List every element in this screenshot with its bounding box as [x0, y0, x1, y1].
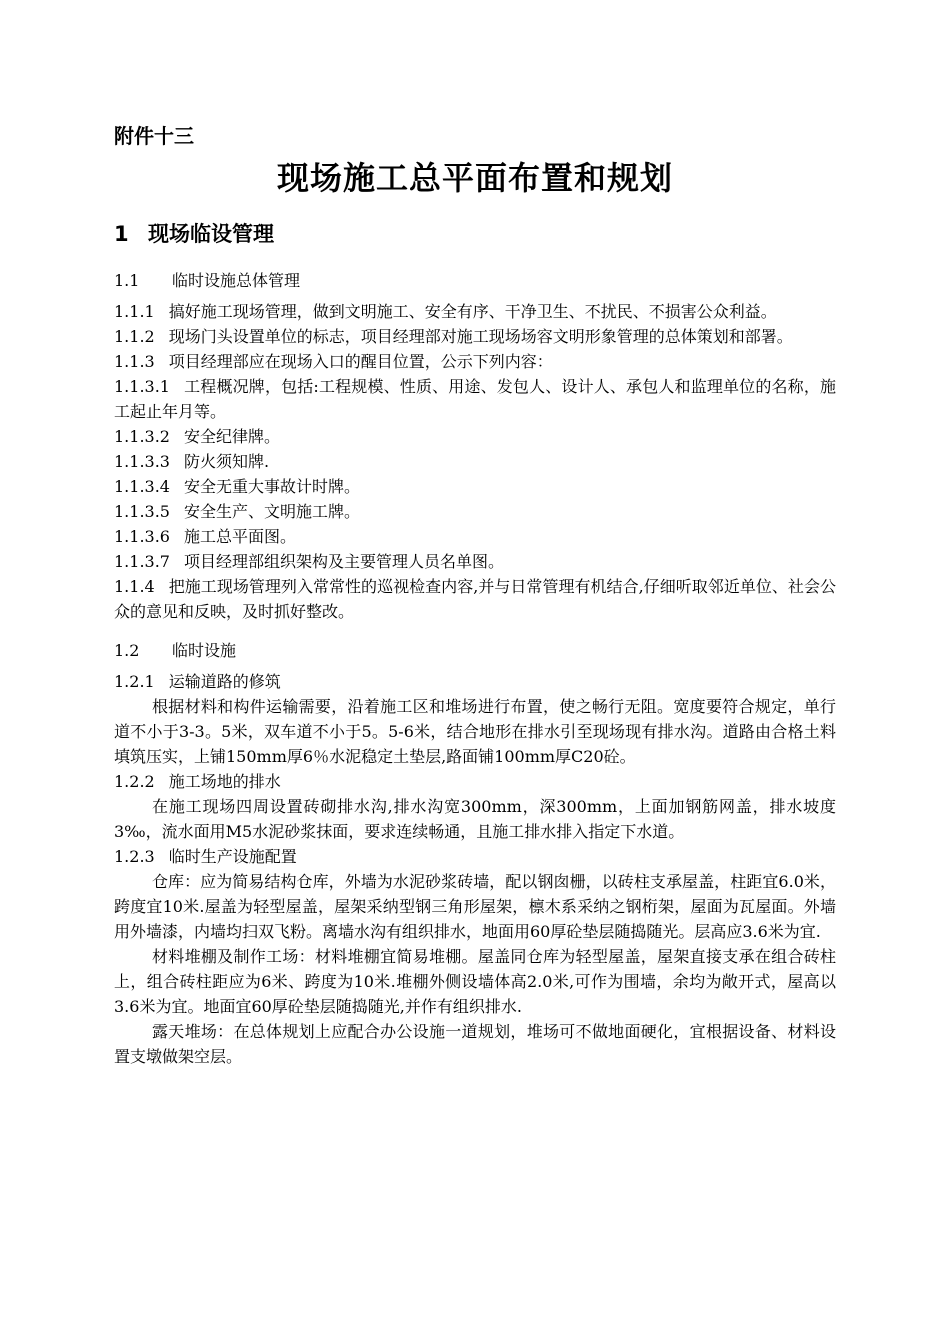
clause-1-1-3-3 — [114, 449, 836, 474]
clause-number: 1.1.3.1 — [114, 377, 170, 396]
subsection-1-2-2-heading — [114, 769, 836, 794]
clause-1-1-2 — [114, 324, 836, 349]
paragraph: 在施工现场四周设置砖砌排水沟,排水沟宽300mm，深300mm，上面加钢筋网盖，排水坡度3‰，流水面用M5水泥砂浆抹面，要求连续畅通，且施工排水排入指定下水道。 — [114, 797, 836, 841]
clause-1-1-1 — [114, 299, 836, 324]
clause-text: 项目经理部组织架构及主要管理人员名单图。 — [183, 552, 504, 571]
section-number: 1 — [114, 222, 129, 246]
clause-text: 现场门头设置单位的标志，项目经理部对施工现场场容文明形象管理的总体策划和部署。 — [168, 327, 793, 346]
annex-label: 附件十三 — [114, 124, 194, 148]
clause-number: 1.1.3.4 — [114, 477, 170, 496]
clause-1-1-3-5 — [114, 499, 836, 524]
clause-text: 项目经理部应在现场入口的醒目位置，公示下列内容： — [168, 352, 553, 371]
clause-number: 1.1.3 — [114, 352, 155, 371]
clause-1-1-3-2 — [114, 424, 836, 449]
clause-1-1-3-1 — [114, 374, 836, 424]
subsection-title: 运输道路的修筑 — [168, 672, 281, 691]
subsection-title: 施工场地的排水 — [168, 772, 281, 791]
clause-number: 1.1.3.3 — [114, 452, 170, 471]
clause-number: 1.1.3.6 — [114, 527, 170, 546]
clause-text: 安全生产、文明施工牌。 — [183, 502, 360, 521]
section-title: 现场临设管理 — [148, 222, 274, 246]
clause-1-1-3-7 — [114, 549, 836, 574]
section-number: 1.2 — [114, 641, 140, 660]
clause-number: 1.1.2 — [114, 327, 155, 346]
clause-number: 1.1.3.5 — [114, 502, 170, 521]
document-title: 现场施工总平面布置和规划 — [276, 159, 673, 197]
section-number: 1.1 — [114, 271, 140, 290]
clause-1-1-3-6 — [114, 524, 836, 549]
clause-1-1-3 — [114, 349, 836, 374]
paragraph: 根据材料和构件运输需要，沿着施工区和堆场进行布置，使之畅行无阻。宽度要符合规定，单行道不小于3-3。5米，双车道不小于5。5-6米，结合地形在排水引至现场现有排水沟。道路由合格土料填筑压实，上铺150mm厚6％水泥稳定土垫层,路面铺100mm厚C20砼。 — [114, 697, 836, 766]
clause-1-1-4 — [114, 574, 836, 624]
clause-text: 工程概况牌，包括:工程规模、性质、用途、发包人、设计人、承包人和监理单位的名称，施工起止年月等。 — [114, 377, 836, 421]
subsection-number: 1.2.3 — [114, 847, 155, 866]
clause-text: 防火须知牌. — [183, 452, 270, 471]
section-title: 临时设施 — [172, 641, 237, 660]
clause-text: 施工总平面图。 — [183, 527, 296, 546]
clause-text: 安全无重大事故计时牌。 — [183, 477, 360, 496]
clause-number: 1.1.1 — [114, 302, 155, 321]
clause-text: 安全纪律牌。 — [183, 427, 280, 446]
section-1-heading — [114, 218, 836, 250]
subsection-1-2-1-heading — [114, 669, 836, 694]
clause-number: 1.1.3.7 — [114, 552, 170, 571]
paragraph-warehouse: 仓库：应为简易结构仓库，外墙为水泥砂浆砖墙，配以钢囱栅，以砖柱支承屋盖，柱距宜6.0米，跨度宜10米.屋盖为轻型屋盖，屋架采纳型钢三角形屋架，檩木系采纳之钢桁架，屋面为瓦屋面。外墙用外墙漆，内墙均扫双飞粉。离墙水沟有组织排水，地面用60厚砼垫层随捣随光。层高应3.6米为宜. — [114, 872, 836, 941]
section-title: 临时设施总体管理 — [172, 271, 301, 290]
clause-text: 把施工现场管理列入常常性的巡视检查内容,并与日常管理有机结合,仔细听取邻近单位、社会公众的意见和反映，及时抓好整改。 — [114, 577, 836, 621]
clause-number: 1.1.4 — [114, 577, 155, 596]
subsection-title: 临时生产设施配置 — [168, 847, 297, 866]
clause-1-1-3-4 — [114, 474, 836, 499]
subsection-number: 1.2.2 — [114, 772, 155, 791]
clause-text: 搞好施工现场管理，做到文明施工、安全有序、干净卫生、不扰民、不损害公众利益。 — [168, 302, 777, 321]
section-1-1-heading — [114, 268, 836, 293]
section-1-2-heading — [114, 638, 836, 663]
paragraph-open-storage: 露天堆场：在总体规划上应配合办公设施一道规划，堆场可不做地面硬化，宜根据设备、材料设置支墩做架空层。 — [114, 1022, 836, 1066]
subsection-1-2-3-heading — [114, 844, 836, 869]
paragraph-material-shed: 材料堆棚及制作工场：材料堆棚宜简易堆棚。屋盖同仓库为轻型屋盖，屋架直接支承在组合砖柱上，组合砖柱距应为6米、跨度为10米.堆棚外侧设墙体高2.0米,可作为围墙，余均为敞开式，屋高以3.6米为宜。地面宜60厚砼垫层随捣随光,并作有组织排水. — [114, 947, 836, 1016]
subsection-number: 1.2.1 — [114, 672, 155, 691]
clause-number: 1.1.3.2 — [114, 427, 170, 446]
